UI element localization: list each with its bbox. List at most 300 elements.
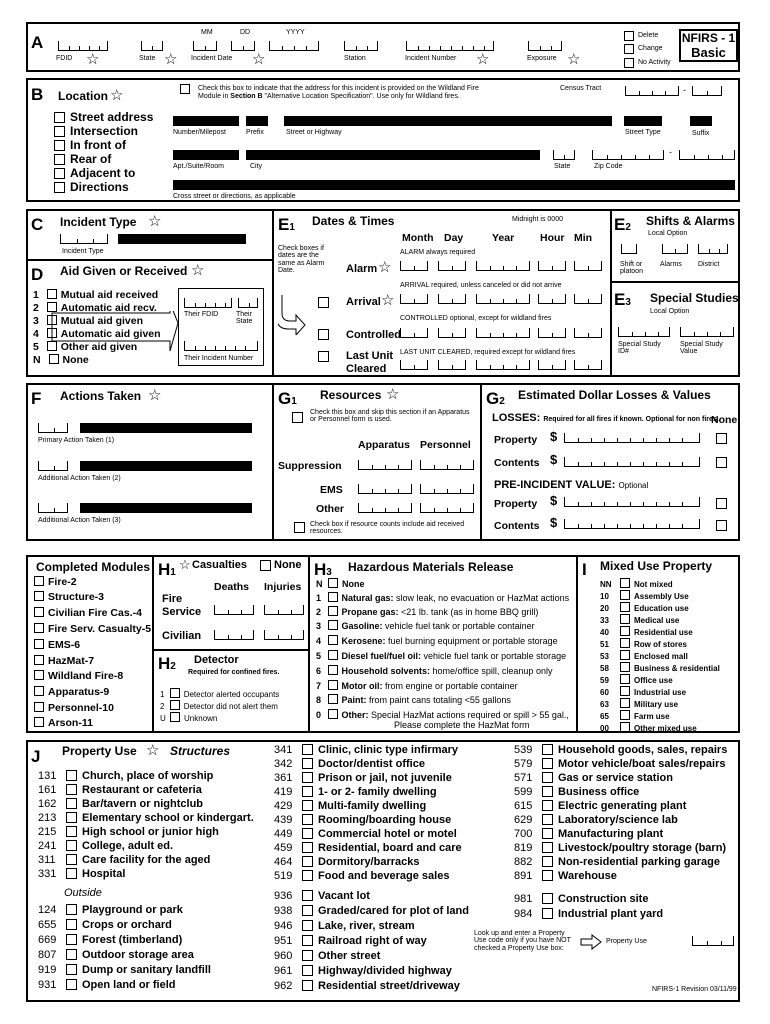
location-type-checkbox[interactable]	[54, 168, 65, 179]
hour-header: Hour	[540, 232, 565, 244]
aid-option[interactable]: 3 Mutual aid given	[33, 315, 144, 327]
other-label: Other	[316, 503, 345, 515]
controlled-same-checkbox[interactable]	[318, 329, 329, 340]
local-option-label: Local Option	[648, 230, 688, 237]
property-use-option[interactable]: 131 Church, place of worship	[38, 770, 214, 782]
alarms-field[interactable]	[662, 244, 688, 254]
none-header: None	[711, 414, 738, 426]
census-tract-field[interactable]	[625, 86, 679, 96]
suppression-personnel-field[interactable]	[420, 460, 474, 470]
property-use-option[interactable]: 807 Outdoor storage area	[38, 949, 194, 961]
suffix-field[interactable]	[690, 116, 712, 126]
exposure-field[interactable]	[528, 41, 562, 51]
mixed-use-option[interactable]: NN Not mixed	[600, 580, 673, 589]
property-use-option[interactable]: 331 Hospital	[38, 868, 126, 880]
section-letter-b: B	[31, 85, 44, 104]
their-incident-number-field[interactable]	[184, 341, 258, 351]
property-use-option[interactable]: 341 Clinic, clinic type infirmary	[274, 744, 458, 756]
no-activity-checkbox[interactable]	[624, 58, 634, 68]
street-highway-field[interactable]	[284, 116, 612, 126]
special-study-id-field[interactable]	[618, 327, 670, 337]
min-field[interactable]	[574, 328, 602, 338]
year-field[interactable]	[476, 294, 530, 304]
civilian-deaths-field[interactable]	[214, 630, 254, 640]
state-label: State	[139, 55, 156, 62]
revision-label: NFIRS-1 Revision 03/11/99	[652, 986, 737, 993]
dollar-sign: $	[550, 452, 558, 467]
change-label: Change	[638, 45, 663, 52]
divider	[308, 557, 310, 731]
change-checkbox[interactable]	[624, 44, 634, 54]
location-type-checkbox[interactable]	[54, 154, 65, 165]
dollar-sign: $	[550, 515, 558, 530]
aid-option[interactable]: 5 Other aid given	[33, 341, 138, 353]
property-use-option[interactable]: 961 Highway/divided highway	[274, 965, 452, 977]
month-field[interactable]	[400, 360, 428, 370]
dates-times-title: Dates & Times	[312, 214, 395, 228]
property-use-option[interactable]: 215 High school or junior high	[38, 826, 219, 838]
structures-subtitle: Structures	[170, 744, 231, 758]
fdid-label: FDID	[56, 55, 73, 62]
mixed-use-option[interactable]: 10 Assembly Use	[600, 592, 689, 601]
shift-field[interactable]	[621, 244, 637, 254]
aid-option[interactable]: N None	[33, 354, 89, 366]
divider	[480, 385, 482, 539]
property-use-option[interactable]: 124 Playground or park	[38, 904, 183, 916]
section-letter-c: C	[31, 215, 44, 234]
property-use-option[interactable]: 439 Rooming/boarding house	[274, 814, 452, 826]
delete-label: Delete	[638, 32, 659, 39]
date-day-field[interactable]	[231, 41, 255, 51]
incident-type-desc-field[interactable]	[118, 234, 246, 244]
their-fdid-field[interactable]	[184, 298, 232, 308]
section-j	[26, 740, 740, 1002]
section-letter-e3: E3	[614, 290, 631, 309]
section-letter-h1: H1	[158, 560, 176, 579]
census-tract-suffix-field[interactable]	[692, 86, 722, 96]
section-fg	[26, 383, 740, 541]
required-star-icon: ☆	[567, 51, 581, 68]
hazmat-option[interactable]: 0 Other: Special HazMat actions required or spill > 55 gal.,	[316, 710, 569, 720]
property-use-option[interactable]: 962 Residential street/driveway	[274, 980, 460, 992]
ems-apparatus-field[interactable]	[358, 484, 412, 494]
cross-street-label: Cross street or directions, as applicable	[173, 193, 296, 200]
module-item[interactable]: Fire-2	[34, 576, 77, 588]
year-field[interactable]	[476, 360, 530, 370]
divider	[610, 211, 612, 375]
month-field[interactable]	[400, 328, 428, 338]
module-item[interactable]: Apparatus-9	[34, 686, 109, 698]
yyyy-label: YYYY	[286, 29, 305, 36]
year-header: Year	[492, 232, 515, 244]
station-field[interactable]	[344, 41, 378, 51]
street-type-field[interactable]	[624, 116, 662, 126]
property-use-option[interactable]: 891 Warehouse	[514, 870, 617, 882]
state-field[interactable]	[553, 150, 575, 160]
hour-field[interactable]	[538, 261, 566, 271]
hazmat-option[interactable]: 6 Household solvents: home/office spill, cleanup only	[316, 666, 553, 676]
casualties-none-checkbox[interactable]	[260, 560, 271, 571]
aid-option[interactable]: 1 Mutual aid received	[33, 289, 159, 301]
location-title: Location	[58, 89, 108, 103]
incident-number-label: Incident Number	[405, 55, 457, 62]
delete-checkbox[interactable]	[624, 31, 634, 41]
form-title-box	[679, 29, 738, 62]
property-use-option[interactable]: 579 Motor vehicle/boat sales/repairs	[514, 758, 726, 770]
property-use-option[interactable]: 931 Open land or field	[38, 979, 176, 991]
civilian-injuries-field[interactable]	[264, 630, 304, 640]
street-type-label: Street Type	[625, 129, 661, 136]
mixed-use-option[interactable]: 63 Military use	[600, 700, 679, 709]
required-star-icon: ☆	[148, 387, 162, 404]
property-use-option[interactable]: 161 Restaurant or cafeteria	[38, 784, 202, 796]
aid-option[interactable]: 2 Automatic aid recv.	[33, 302, 157, 314]
hazmat-option[interactable]: 1 Natural gas: slow leak, no evacuation or HazMat actions	[316, 593, 570, 603]
suffix-label: Suffix	[692, 130, 710, 137]
module-item[interactable]: Wildland Fire-8	[34, 670, 123, 682]
incident-date-label: Incident Date	[191, 55, 233, 62]
loss-contents-label: Contents	[494, 457, 540, 469]
hazmat-option[interactable]: 4 Kerosene: fuel burning equipment or portable storage	[316, 636, 558, 646]
property-use-title: Property Use	[62, 744, 137, 758]
arrival-label: Arrival	[346, 296, 381, 308]
property-use-option[interactable]: 162 Bar/tavern or nightclub	[38, 798, 204, 810]
required-star-icon: ☆	[164, 51, 178, 68]
location-type-label: Directions	[70, 180, 129, 194]
incident-type-code-field[interactable]	[60, 234, 108, 244]
dollar-sign: $	[550, 493, 558, 508]
cross-street-field[interactable]	[173, 180, 735, 190]
divider	[152, 557, 154, 731]
wildland-note-1: Check this box to indicate that the address for this incident is provided on the Wildland Fire	[198, 85, 479, 92]
required-star-icon: ☆	[476, 51, 490, 68]
loss-contents-none-checkbox[interactable]	[716, 457, 727, 468]
zip-field[interactable]	[592, 150, 664, 160]
primary-action-code-field[interactable]	[38, 423, 68, 433]
civilian-label: Civilian	[162, 630, 202, 642]
min-header: Min	[574, 232, 593, 244]
city-field[interactable]	[246, 150, 540, 160]
section-letter-g1: G1	[278, 389, 297, 408]
section-h-i	[26, 555, 740, 733]
section-letter-h3: H3	[314, 560, 332, 579]
year-field[interactable]	[476, 328, 530, 338]
incident-number-field[interactable]	[406, 41, 494, 51]
zip-plus4-field[interactable]	[679, 150, 735, 160]
location-type-checkbox[interactable]	[54, 182, 65, 193]
arrival-same-checkbox[interactable]	[318, 297, 329, 308]
injuries-header: Injuries	[264, 581, 302, 593]
completed-modules-title: Completed Modules	[36, 560, 151, 574]
same-date-note: Check boxes if dates are the same as Alarm Date.	[278, 245, 325, 275]
property-use-option[interactable]: 449 Commercial hotel or motel	[274, 828, 457, 840]
dash-separator: -	[669, 147, 672, 157]
hour-field[interactable]	[538, 360, 566, 370]
their-incident-label: Their Incident Number	[184, 355, 254, 362]
min-field[interactable]	[574, 261, 602, 271]
mixed-use-option[interactable]: 65 Farm use	[600, 712, 670, 721]
mixed-use-option[interactable]: 60 Industrial use	[600, 688, 687, 697]
section-letter-j: J	[31, 747, 41, 766]
section-letter-e2: E2	[614, 215, 631, 234]
dollar-sign: $	[550, 429, 558, 444]
their-state-field[interactable]	[238, 298, 258, 308]
action2-label: Additional Action Taken (2)	[38, 475, 121, 482]
property-use-option[interactable]: 936 Vacant lot	[274, 890, 370, 902]
section-letter-g2: G2	[486, 389, 505, 408]
month-field[interactable]	[400, 261, 428, 271]
zip-label: Zip Code	[594, 163, 623, 170]
mixed-use-option[interactable]: 20 Education use	[600, 604, 689, 613]
property-use-option[interactable]: 882 Non-residential parking garage	[514, 856, 720, 868]
action3-desc-field[interactable]	[80, 503, 252, 513]
form-title: NFIRS - 1	[681, 31, 736, 45]
aid-option[interactable]: 4 Automatic aid given	[33, 328, 161, 340]
location-type-checkbox[interactable]	[54, 140, 65, 151]
hazmat-option[interactable]: 3 Gasoline: vehicle fuel tank or portable container	[316, 621, 535, 631]
property-use-option[interactable]: 571 Gas or service station	[514, 772, 673, 784]
last-unit-same-checkbox[interactable]	[318, 351, 329, 362]
right-arrow-icon	[580, 934, 602, 950]
property-use-option[interactable]: 960 Other street	[274, 950, 381, 962]
hazmat-option[interactable]: 7 Motor oil: from engine or portable container	[316, 681, 518, 691]
other-apparatus-field[interactable]	[358, 503, 412, 513]
required-star-icon: ☆	[252, 51, 266, 68]
hazmat-option[interactable]: 8 Paint: from paint cans totaling <55 gallons	[316, 695, 511, 705]
property-use-code-field[interactable]	[692, 936, 734, 946]
detector-title: Detector	[194, 654, 239, 666]
min-field[interactable]	[574, 360, 602, 370]
module-item[interactable]: Civilian Fire Cas.-4	[34, 607, 142, 619]
property-use-option[interactable]: 819 Livestock/poultry storage (barn)	[514, 842, 727, 854]
property-use-option[interactable]: 342 Doctor/dentist office	[274, 758, 425, 770]
mixed-use-option[interactable]: 00 Other mixed use	[600, 724, 697, 733]
resources-title: Resources	[320, 388, 382, 402]
section-letter-f: F	[31, 389, 42, 408]
outside-subtitle: Outside	[64, 887, 102, 899]
hazmat-option[interactable]: 5 Diesel fuel/fuel oil: vehicle fuel tank or portable storage	[316, 651, 567, 661]
city-label: City	[250, 163, 263, 170]
apt-suite-field[interactable]	[173, 150, 239, 160]
deaths-header: Deaths	[214, 581, 250, 593]
mixed-use-option[interactable]: 53 Enclosed mall	[600, 652, 688, 661]
fdid-field[interactable]	[58, 41, 108, 51]
mixed-use-title: Mixed Use Property	[600, 559, 713, 573]
day-field[interactable]	[438, 360, 466, 370]
property-use-option[interactable]: 311 Care facility for the aged	[38, 854, 211, 866]
action3-label: Additional Action Taken (3)	[38, 517, 121, 524]
date-month-field[interactable]	[193, 41, 217, 51]
mixed-use-option[interactable]: 40 Residential use	[600, 628, 693, 637]
property-use-option[interactable]: 669 Forest (timberland)	[38, 934, 183, 946]
shift-label: Shift or platoon	[620, 261, 643, 276]
property-use-option[interactable]: 519 Food and beverage sales	[274, 870, 450, 882]
last-unit-label: Last Unit	[346, 350, 394, 362]
location-type-label: Street address	[70, 110, 154, 124]
casualties-none-label: None	[274, 559, 302, 571]
property-use-option[interactable]: 938 Graded/cared for plot of land	[274, 905, 469, 917]
required-star-icon: ☆	[191, 262, 205, 279]
mixed-use-option[interactable]: 59 Office use	[600, 676, 673, 685]
arrival-note: ARRIVAL required, unless canceled or did not arrive	[400, 282, 562, 289]
divider	[28, 259, 272, 261]
section-letter-d: D	[31, 265, 44, 284]
detector-option[interactable]: U Unknown	[160, 714, 218, 723]
resources-skip-checkbox[interactable]	[292, 412, 303, 423]
property-use-option[interactable]: 419 1- or 2- family dwelling	[274, 786, 437, 798]
losses-note: Required for all fires if known. Optional for non fires.	[543, 416, 719, 423]
fire-service-injuries-field[interactable]	[264, 605, 304, 615]
action2-code-field[interactable]	[38, 461, 68, 471]
mixed-use-option[interactable]: 51 Row of stores	[600, 640, 687, 649]
number-milepost-field[interactable]	[173, 116, 239, 126]
exposure-label: Exposure	[527, 55, 557, 62]
controlled-note: CONTROLLED optional, except for wildland fires	[400, 315, 552, 322]
property-use-option[interactable]: 919 Dump or sanitary landfill	[38, 964, 211, 976]
apt-label: Apt./Suite/Room	[173, 163, 224, 170]
primary-action-desc-field[interactable]	[80, 423, 252, 433]
divider	[576, 557, 578, 731]
day-field[interactable]	[438, 328, 466, 338]
required-star-icon: ☆	[378, 259, 392, 276]
wildland-note-2: Module in Section B "Alternative Location Specification". Use only for Wildland fires.	[198, 93, 460, 100]
prefix-label: Prefix	[246, 129, 264, 136]
section-letter-h2: H2	[158, 654, 176, 673]
wildland-address-checkbox[interactable]	[180, 84, 190, 94]
dd-label: DD	[240, 29, 251, 36]
module-item[interactable]: Fire Serv. Casualty-5	[34, 623, 151, 635]
property-use-option[interactable]: 361 Prison or jail, not juvenile	[274, 772, 452, 784]
year-field[interactable]	[476, 261, 530, 271]
last-unit-note: LAST UNIT CLEARED, required except for wildland fires	[400, 349, 576, 356]
required-star-icon: ☆	[86, 51, 100, 68]
property-use-option[interactable]: 951 Railroad right of way	[274, 935, 427, 947]
section-a	[26, 22, 740, 72]
property-use-option[interactable]: 464 Dormitory/barracks	[274, 856, 420, 868]
cleared-label: Cleared	[346, 363, 387, 375]
prefix-field[interactable]	[246, 116, 268, 126]
curved-arrow-icon	[278, 295, 308, 335]
losses-title: Estimated Dollar Losses & Values	[518, 388, 711, 402]
property-use-option[interactable]: 615 Electric generating plant	[514, 800, 687, 812]
location-type-checkbox[interactable]	[54, 112, 65, 123]
controlled-label: Controlled	[346, 329, 401, 341]
incident-type-title: Incident Type	[60, 215, 137, 229]
aid-given-arrow	[50, 311, 180, 359]
module-item[interactable]: Structure-3	[34, 591, 104, 603]
midnight-note: Midnight is 0000	[512, 216, 563, 223]
loss-property-field[interactable]	[564, 433, 700, 443]
aid-received-resources-checkbox[interactable]	[294, 522, 305, 533]
required-star-icon: ☆	[110, 87, 124, 104]
mixed-use-option[interactable]: 33 Medical use	[600, 616, 680, 625]
property-use-option[interactable]: 241 College, adult ed.	[38, 840, 174, 852]
pre-contents-field[interactable]	[564, 519, 700, 529]
property-use-option[interactable]: 655 Crops or orchard	[38, 919, 172, 931]
primary-action-label: Primary Action Taken (1)	[38, 437, 115, 444]
min-field[interactable]	[574, 294, 602, 304]
hour-field[interactable]	[538, 328, 566, 338]
action2-desc-field[interactable]	[80, 461, 252, 471]
detector-option[interactable]: 1 Detector alerted occupants	[160, 690, 280, 699]
suppression-apparatus-field[interactable]	[358, 460, 412, 470]
module-item[interactable]: Personnel-10	[34, 702, 114, 714]
property-use-option[interactable]: 984 Industrial plant yard	[514, 908, 664, 920]
month-field[interactable]	[400, 294, 428, 304]
pre-property-field[interactable]	[564, 497, 700, 507]
location-type-checkbox[interactable]	[54, 126, 65, 137]
fire-service-deaths-field[interactable]	[214, 605, 254, 615]
state-label: State	[554, 163, 571, 170]
action3-code-field[interactable]	[38, 503, 68, 513]
loss-property-label: Property	[494, 434, 538, 446]
special-study-value-field[interactable]	[680, 327, 734, 337]
shifts-alarms-title: Shifts & Alarms	[646, 214, 735, 228]
pre-contents-none-checkbox[interactable]	[716, 520, 727, 531]
divider	[272, 385, 274, 539]
district-label: District	[698, 261, 720, 268]
form-subtitle: Basic	[691, 45, 726, 60]
divider	[272, 211, 274, 375]
module-item[interactable]: Arson-11	[34, 717, 93, 729]
required-star-icon: ☆	[386, 386, 400, 403]
property-use-option[interactable]: 946 Lake, river, stream	[274, 920, 415, 932]
day-field[interactable]	[438, 261, 466, 271]
state-field[interactable]	[141, 41, 163, 51]
detector-option[interactable]: 2 Detector did not alert them	[160, 702, 278, 711]
divider	[610, 281, 740, 283]
ems-personnel-field[interactable]	[420, 484, 474, 494]
property-use-option[interactable]: 459 Residential, board and care	[274, 842, 462, 854]
hour-field[interactable]	[538, 294, 566, 304]
date-year-field[interactable]	[269, 41, 319, 51]
mixed-use-option[interactable]: 58 Business & residential	[600, 664, 720, 673]
required-star-icon: ☆	[179, 557, 191, 572]
module-item[interactable]: EMS-6	[34, 639, 80, 651]
dash-separator: -	[683, 85, 686, 95]
lookup-note: Look up and enter a Property Use code only if you have NOT checked a Property Use box:	[474, 930, 571, 952]
property-use-option[interactable]: 599 Business office	[514, 786, 640, 798]
pre-incident-label: PRE-INCIDENT VALUE: Optional	[494, 479, 649, 491]
property-use-option[interactable]: 981 Construction site	[514, 893, 649, 905]
day-field[interactable]	[438, 294, 466, 304]
property-use-option[interactable]: 539 Household goods, sales, repairs	[514, 744, 728, 756]
loss-contents-field[interactable]	[564, 457, 700, 467]
month-header: Month	[402, 232, 434, 244]
day-header: Day	[444, 232, 464, 244]
section-letter-a: A	[31, 33, 44, 52]
special-study-value-label: Special Study Value	[680, 341, 723, 356]
personnel-header: Personnel	[420, 439, 471, 451]
property-use-code-label: Property Use	[606, 938, 647, 945]
pre-property-none-checkbox[interactable]	[716, 498, 727, 509]
module-item[interactable]: HazMat-7	[34, 655, 94, 667]
location-type-label: Intersection	[70, 124, 139, 138]
property-use-option[interactable]: 429 Multi-family dwelling	[274, 800, 427, 812]
other-personnel-field[interactable]	[420, 503, 474, 513]
property-use-option[interactable]: 213 Elementary school or kindergart.	[38, 812, 254, 824]
hazmat-option[interactable]: N None	[316, 579, 365, 589]
district-field[interactable]	[698, 244, 728, 254]
actions-taken-title: Actions Taken	[60, 389, 142, 403]
property-use-option[interactable]: 700 Manufacturing plant	[514, 828, 664, 840]
property-use-option[interactable]: 629 Laboratory/science lab	[514, 814, 678, 826]
hazmat-option[interactable]: 2 Propane gas: <21 lb. tank (as in home BBQ grill)	[316, 607, 539, 617]
special-study-id-label: Special Study ID#	[618, 341, 661, 356]
alarm-label: Alarm	[346, 263, 378, 275]
section-cde	[26, 209, 740, 377]
loss-property-none-checkbox[interactable]	[716, 433, 727, 444]
